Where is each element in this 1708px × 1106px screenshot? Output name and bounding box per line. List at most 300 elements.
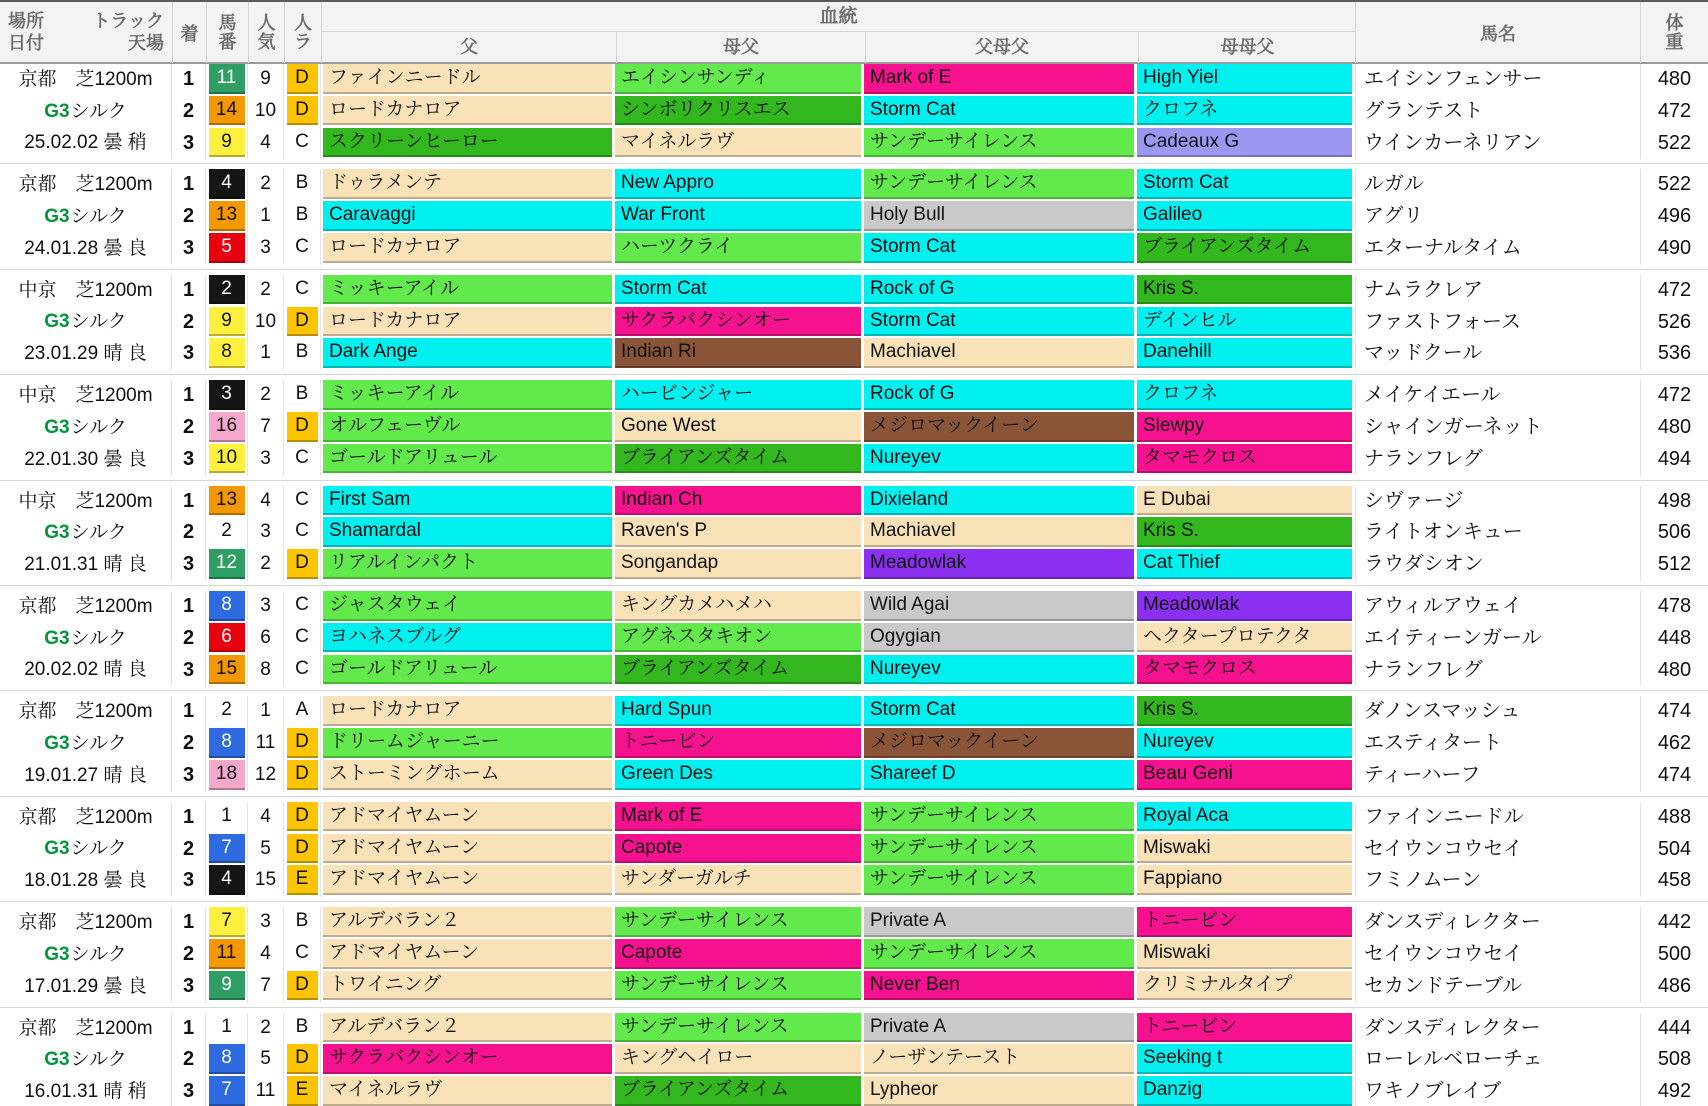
rank-cell	[284, 444, 321, 476]
rank-badge: D	[287, 96, 318, 126]
weight-cell: 490	[1640, 233, 1708, 265]
dams-damsire-cell-wrap	[1137, 169, 1355, 201]
block-separator	[0, 581, 1708, 591]
horse-number-badge: 8	[209, 728, 245, 758]
dams-damsire-cell: Seeking t	[1137, 1044, 1352, 1074]
sire-cell: リアルインパクト	[323, 549, 612, 579]
dams-damsire-cell: Royal Aca	[1137, 802, 1352, 832]
popularity-cell: 1	[248, 338, 284, 370]
horse-number-cell	[206, 728, 248, 760]
header-popularity	[248, 2, 284, 63]
horse-number-cell	[206, 760, 248, 792]
block-separator	[0, 476, 1708, 486]
race-grade-badge: G3	[44, 838, 70, 860]
popularity-cell: 8	[248, 655, 284, 687]
horse-number-badge: 9	[209, 307, 245, 337]
popularity-cell: 2	[248, 549, 284, 581]
popularity-cell: 9	[248, 64, 284, 96]
race-place-track: 京都 芝1200m	[18, 806, 153, 828]
weight-cell: 480	[1640, 412, 1708, 444]
dams-damsire-cell-wrap	[1137, 96, 1355, 128]
sire-cell-wrap	[321, 728, 615, 760]
race-name	[0, 413, 171, 443]
sire-cell: ヨハネスブルグ	[323, 623, 612, 653]
header-bloodline-sublabels	[322, 32, 1355, 63]
sires-damsire-cell-wrap	[864, 1076, 1137, 1106]
damsire-cell: New Appro	[615, 169, 861, 199]
race-block	[0, 64, 1708, 159]
sire-cell: Dark Ange	[323, 338, 612, 368]
sires-damsire-cell: Meadowlak	[864, 549, 1134, 579]
header-horse-number-line1: 馬	[218, 12, 237, 33]
finish-cell: 3	[172, 760, 206, 792]
horse-number-badge: 16	[209, 412, 245, 442]
finish-cell: 3	[172, 233, 206, 265]
sire-cell: アドマイヤムーン	[323, 802, 612, 832]
sires-damsire-cell-wrap	[864, 696, 1137, 728]
horse-number-cell	[206, 486, 248, 518]
block-separator	[0, 265, 1708, 275]
horse-number-badge: 2	[221, 699, 232, 721]
rank-cell	[284, 96, 321, 128]
rank-badge: B	[295, 172, 309, 194]
damsire-cell-wrap	[615, 655, 864, 687]
damsire-cell-wrap	[615, 486, 864, 518]
horse-number-cell	[206, 834, 248, 866]
sires-damsire-cell-wrap	[864, 307, 1137, 339]
damsire-cell: マイネルラヴ	[615, 128, 861, 158]
finish-cell: 3	[172, 128, 206, 160]
damsire-cell: Storm Cat	[615, 275, 861, 305]
damsire-cell: ブライアンズタイム	[615, 444, 861, 474]
damsire-cell: Hard Spun	[615, 696, 861, 726]
damsire-cell: Indian Ri	[615, 338, 861, 368]
damsire-cell-wrap	[615, 128, 864, 160]
race-block	[0, 380, 1708, 475]
sires-damsire-cell-wrap	[864, 275, 1137, 307]
sires-damsire-cell: Never Ben	[864, 971, 1134, 1001]
rank-badge: D	[287, 1044, 318, 1074]
sires-damsire-cell: ノーザンテースト	[864, 1044, 1134, 1074]
sire-cell: アドマイヤムーン	[323, 834, 612, 864]
sire-cell: スクリーンヒーロー	[323, 128, 612, 158]
race-info-cell	[0, 380, 172, 475]
race-block	[0, 1013, 1708, 1106]
rank-badge: D	[287, 760, 318, 790]
finish-cell: 3	[172, 338, 206, 370]
race-date-weather: 20.02.02 晴 良	[24, 659, 147, 681]
finish-cell: 1	[172, 802, 206, 834]
header-damsire: 母父	[616, 32, 865, 63]
damsire-cell-wrap	[615, 865, 864, 897]
sire-cell-wrap	[321, 939, 615, 971]
sires-damsire-cell: Shareef D	[864, 760, 1134, 790]
sires-damsire-cell-wrap	[864, 655, 1137, 687]
horse-number-badge: 13	[209, 486, 245, 516]
popularity-cell: 10	[248, 96, 284, 128]
damsire-cell-wrap	[615, 380, 864, 412]
horse-name-cell: ティーハーフ	[1355, 760, 1640, 792]
horse-number-cell	[206, 696, 248, 728]
popularity-cell: 3	[248, 233, 284, 265]
weight-cell: 522	[1640, 169, 1708, 201]
weight-cell: 474	[1640, 696, 1708, 728]
dams-damsire-cell-wrap	[1137, 834, 1355, 866]
dams-damsire-cell: Nureyev	[1137, 728, 1352, 758]
damsire-cell-wrap	[615, 760, 864, 792]
table-header	[0, 2, 1708, 64]
finish-cell: 2	[172, 939, 206, 971]
damsire-cell-wrap	[615, 275, 864, 307]
table-body	[0, 64, 1708, 1106]
horse-name-cell: グランテスト	[1355, 96, 1640, 128]
rank-cell	[284, 591, 321, 623]
horse-name-cell: アグリ	[1355, 201, 1640, 233]
sires-damsire-cell: Ogygian	[864, 623, 1134, 653]
dams-damsire-cell-wrap	[1137, 623, 1355, 655]
sire-cell-wrap	[321, 865, 615, 897]
damsire-cell-wrap	[615, 549, 864, 581]
horse-name-cell: セイウンコウセイ	[1355, 939, 1640, 971]
sire-cell: Caravaggi	[323, 201, 612, 231]
rank-badge: D	[287, 802, 318, 832]
damsire-cell-wrap	[615, 444, 864, 476]
sires-damsire-cell-wrap	[864, 591, 1137, 623]
dams-damsire-cell-wrap	[1137, 971, 1355, 1003]
horse-number-badge: 4	[209, 169, 245, 199]
sires-damsire-cell-wrap	[864, 802, 1137, 834]
weight-cell: 444	[1640, 1013, 1708, 1045]
horse-number-badge: 11	[209, 939, 245, 969]
block-separator	[0, 792, 1708, 802]
dams-damsire-cell-wrap	[1137, 939, 1355, 971]
race-date-weather: 16.01.31 晴 稍	[24, 1080, 147, 1102]
race-info-cell	[0, 696, 172, 791]
sire-cell: ドゥラメンテ	[323, 169, 612, 199]
race-date-weather: 24.01.28 曇 良	[24, 237, 147, 259]
finish-cell: 1	[172, 486, 206, 518]
damsire-cell-wrap	[615, 517, 864, 549]
rank-cell	[284, 549, 321, 581]
damsire-cell-wrap	[615, 233, 864, 265]
finish-cell: 2	[172, 1044, 206, 1076]
damsire-cell-wrap	[615, 834, 864, 866]
horse-name-cell: セカンドテーブル	[1355, 971, 1640, 1003]
horse-name-cell: ファストフォース	[1355, 307, 1640, 339]
rank-cell	[284, 338, 321, 370]
race-block	[0, 696, 1708, 791]
horse-name-cell: セイウンコウセイ	[1355, 834, 1640, 866]
damsire-cell-wrap	[615, 201, 864, 233]
rank-badge: C	[295, 593, 309, 615]
race-name	[0, 307, 171, 337]
sires-damsire-cell: Nureyev	[864, 655, 1134, 685]
weight-cell: 488	[1640, 802, 1708, 834]
sire-cell: ストーミングホーム	[323, 760, 612, 790]
race-title: シルク	[70, 416, 127, 438]
rank-cell	[284, 486, 321, 518]
sire-cell: ゴールドアリュール	[323, 655, 612, 685]
finish-cell: 2	[172, 412, 206, 444]
weight-cell: 506	[1640, 517, 1708, 549]
sire-cell-wrap	[321, 591, 615, 623]
damsire-cell: ブライアンズタイム	[615, 1076, 861, 1106]
dams-damsire-cell-wrap	[1137, 275, 1355, 307]
race-date-weather: 25.02.02 曇 稍	[24, 132, 147, 154]
sires-damsire-cell: Private A	[864, 907, 1134, 937]
horse-number-cell	[206, 307, 248, 339]
dams-damsire-cell: Miswaki	[1137, 939, 1352, 969]
sire-cell-wrap	[321, 96, 615, 128]
race-title: シルク	[70, 522, 127, 544]
sires-damsire-cell: Holy Bull	[864, 201, 1134, 231]
weight-cell: 494	[1640, 444, 1708, 476]
finish-cell: 2	[172, 201, 206, 233]
race-block	[0, 169, 1708, 264]
race-place-track: 中京 芝1200m	[18, 490, 153, 512]
sires-damsire-cell: Machiavel	[864, 338, 1134, 368]
sire-cell-wrap	[321, 64, 615, 96]
weight-cell: 522	[1640, 128, 1708, 160]
race-place-track: 京都 芝1200m	[18, 701, 153, 723]
damsire-cell-wrap	[615, 696, 864, 728]
rank-cell	[284, 834, 321, 866]
weight-cell: 448	[1640, 623, 1708, 655]
race-title: シルク	[70, 100, 127, 122]
sire-cell-wrap	[321, 623, 615, 655]
damsire-cell-wrap	[615, 64, 864, 96]
damsire-cell: トニービン	[615, 728, 861, 758]
sire-cell-wrap	[321, 307, 615, 339]
dams-damsire-cell: High Yiel	[1137, 64, 1352, 94]
sires-damsire-cell-wrap	[864, 939, 1137, 971]
weight-cell: 496	[1640, 201, 1708, 233]
sires-damsire-cell-wrap	[864, 728, 1137, 760]
damsire-cell: Capote	[615, 834, 861, 864]
horse-name-cell: エイティーンガール	[1355, 623, 1640, 655]
header-weight	[1640, 2, 1708, 63]
rank-badge: B	[295, 204, 309, 226]
weight-cell: 500	[1640, 939, 1708, 971]
rank-badge: E	[287, 1076, 318, 1106]
weight-cell: 486	[1640, 971, 1708, 1003]
block-separator	[0, 686, 1708, 696]
finish-cell: 3	[172, 865, 206, 897]
sire-cell: Shamardal	[323, 517, 612, 547]
race-place-track: 京都 芝1200m	[18, 912, 153, 934]
horse-number-badge: 18	[209, 760, 245, 790]
rank-badge: C	[295, 488, 309, 510]
sires-damsire-cell: メジロマックイーン	[864, 728, 1134, 758]
dams-damsire-cell-wrap	[1137, 907, 1355, 939]
sires-damsire-cell-wrap	[864, 1044, 1137, 1076]
popularity-cell: 2	[248, 1013, 284, 1045]
horse-name-cell: ウインカーネリアン	[1355, 128, 1640, 160]
finish-cell: 3	[172, 444, 206, 476]
rank-badge: C	[295, 657, 309, 679]
race-name	[0, 97, 171, 127]
popularity-cell: 12	[248, 760, 284, 792]
sires-damsire-cell: Wild Agai	[864, 591, 1134, 621]
horse-number-cell	[206, 549, 248, 581]
damsire-cell-wrap	[615, 623, 864, 655]
rank-cell	[284, 169, 321, 201]
sire-cell: トワイニング	[323, 971, 612, 1001]
horse-name-cell: ルガル	[1355, 169, 1640, 201]
dams-damsire-cell: クロフネ	[1137, 96, 1352, 126]
horse-name-cell: ファインニードル	[1355, 802, 1640, 834]
sires-damsire-cell: サンデーサイレンス	[864, 169, 1134, 199]
race-name	[0, 1045, 171, 1075]
race-info-cell	[0, 802, 172, 897]
sire-cell: ファインニードル	[323, 64, 612, 94]
rank-badge: C	[295, 446, 309, 468]
horse-number-badge: 12	[209, 549, 245, 579]
damsire-cell-wrap	[615, 96, 864, 128]
dams-damsire-cell: Slewpy	[1137, 412, 1352, 442]
horse-number-badge: 9	[209, 971, 245, 1001]
rank-badge: C	[295, 277, 309, 299]
sires-damsire-cell-wrap	[864, 549, 1137, 581]
race-place-track: 京都 芝1200m	[18, 69, 153, 90]
dams-damsire-cell: Kris S.	[1137, 517, 1352, 547]
sire-cell-wrap	[321, 1013, 615, 1045]
sire-cell: ロードカナロア	[323, 96, 612, 126]
horse-number-cell	[206, 233, 248, 265]
rank-cell	[284, 655, 321, 687]
race-block	[0, 907, 1708, 1002]
rank-badge: D	[287, 834, 318, 864]
sires-damsire-cell-wrap	[864, 96, 1137, 128]
popularity-cell: 5	[248, 1044, 284, 1076]
sires-damsire-cell-wrap	[864, 169, 1137, 201]
horse-number-badge: 13	[209, 201, 245, 231]
horse-number-badge: 1	[221, 804, 232, 826]
sire-cell-wrap	[321, 128, 615, 160]
rank-cell	[284, 307, 321, 339]
popularity-cell: 1	[248, 696, 284, 728]
sires-damsire-cell: Machiavel	[864, 517, 1134, 547]
sires-damsire-cell-wrap	[864, 412, 1137, 444]
race-grade-badge: G3	[44, 1049, 70, 1071]
sire-cell: ミッキーアイル	[323, 380, 612, 410]
finish-cell: 1	[172, 275, 206, 307]
sires-damsire-cell-wrap	[864, 128, 1137, 160]
sires-damsire-cell: Storm Cat	[864, 96, 1134, 126]
rank-badge: D	[287, 64, 318, 94]
horse-name-cell: エイシンフェンサー	[1355, 64, 1640, 96]
race-info-cell	[0, 1013, 172, 1106]
horse-name-cell: フミノムーン	[1355, 865, 1640, 897]
race-grade-badge: G3	[44, 311, 70, 333]
dams-damsire-cell-wrap	[1137, 865, 1355, 897]
sire-cell-wrap	[321, 338, 615, 370]
sire-cell: アルデバラン２	[323, 907, 612, 937]
block-separator	[0, 897, 1708, 907]
horse-name-cell: エターナルタイム	[1355, 233, 1640, 265]
dams-damsire-cell-wrap	[1137, 486, 1355, 518]
damsire-cell: キングヘイロー	[615, 1044, 861, 1074]
sires-damsire-cell-wrap	[864, 865, 1137, 897]
finish-cell: 2	[172, 517, 206, 549]
header-dams-damsire: 母母父	[1138, 32, 1356, 63]
sire-cell: アドマイヤムーン	[323, 865, 612, 895]
sires-damsire-cell-wrap	[864, 444, 1137, 476]
horse-number-cell	[206, 64, 248, 96]
sire-cell-wrap	[321, 1076, 615, 1106]
dams-damsire-cell-wrap	[1137, 517, 1355, 549]
header-popularity-line2: 気	[257, 31, 276, 52]
damsire-cell: サクラバクシンオー	[615, 307, 861, 337]
finish-cell: 1	[172, 907, 206, 939]
rank-cell	[284, 412, 321, 444]
dams-damsire-cell: タマモクロス	[1137, 655, 1352, 685]
sire-cell: アドマイヤムーン	[323, 939, 612, 969]
sires-damsire-cell: サンデーサイレンス	[864, 128, 1134, 158]
rank-badge: D	[287, 307, 318, 337]
sires-damsire-cell: Storm Cat	[864, 233, 1134, 263]
rank-badge: C	[295, 625, 309, 647]
sires-damsire-cell: サンデーサイレンス	[864, 802, 1134, 832]
rank-badge: B	[295, 910, 309, 932]
rank-badge: E	[287, 865, 318, 895]
damsire-cell: キングカメハメハ	[615, 591, 861, 621]
horse-number-badge: 6	[209, 623, 245, 653]
rank-cell	[284, 907, 321, 939]
sire-cell: First Sam	[323, 486, 612, 516]
dams-damsire-cell: Cat Thief	[1137, 549, 1352, 579]
race-block	[0, 275, 1708, 370]
popularity-cell: 4	[248, 939, 284, 971]
finish-cell: 2	[172, 623, 206, 655]
race-grade-badge: G3	[44, 522, 70, 544]
weight-cell: 480	[1640, 64, 1708, 96]
header-popularity-line1: 人	[257, 12, 276, 33]
rank-cell	[284, 728, 321, 760]
race-block	[0, 802, 1708, 897]
rank-cell	[284, 696, 321, 728]
dams-damsire-cell: Miswaki	[1137, 834, 1352, 864]
dams-damsire-cell-wrap	[1137, 64, 1355, 96]
race-name	[0, 624, 171, 654]
weight-cell: 474	[1640, 760, 1708, 792]
dams-damsire-cell: Kris S.	[1137, 275, 1352, 305]
rank-cell	[284, 1044, 321, 1076]
horse-number-cell	[206, 338, 248, 370]
horse-name-cell: ラウダシオン	[1355, 549, 1640, 581]
horse-number-badge: 8	[209, 591, 245, 621]
horse-number-badge: 2	[209, 275, 245, 305]
horse-number-cell	[206, 380, 248, 412]
dams-damsire-cell-wrap	[1137, 307, 1355, 339]
weight-cell: 472	[1640, 96, 1708, 128]
horse-number-badge: 14	[209, 96, 245, 126]
horse-name-cell: ローレルベローチェ	[1355, 1044, 1640, 1076]
popularity-cell: 6	[248, 623, 284, 655]
dams-damsire-cell: Beau Geni	[1137, 760, 1352, 790]
sire-cell-wrap	[321, 380, 615, 412]
sire-cell: サクラバクシンオー	[323, 1044, 612, 1074]
weight-cell: 512	[1640, 549, 1708, 581]
dams-damsire-cell: Cadeaux G	[1137, 128, 1352, 158]
popularity-cell: 3	[248, 591, 284, 623]
horse-name-cell: ライトオンキュー	[1355, 517, 1640, 549]
rank-cell	[284, 128, 321, 160]
finish-cell: 3	[172, 971, 206, 1003]
race-date-weather: 21.01.31 晴 良	[24, 553, 147, 575]
horse-name-cell: アウィルアウェイ	[1355, 591, 1640, 623]
horse-name-cell: エスティタート	[1355, 728, 1640, 760]
